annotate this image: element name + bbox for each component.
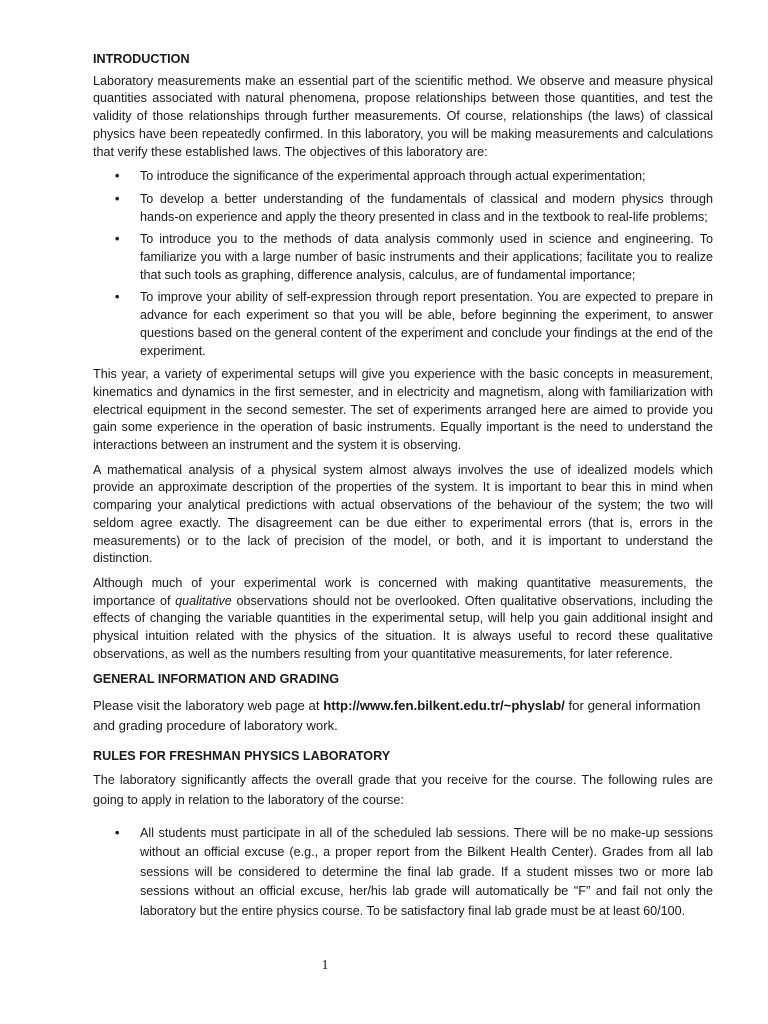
list-item [93, 191, 713, 226]
qualitative-text-start: Although much of your experimental work is concerned with making quantitative measurements, the importance of [93, 575, 713, 608]
bullet-icon: • [115, 191, 120, 206]
list-item [93, 824, 713, 921]
visit-text-start: Please visit the laboratory web page at [93, 698, 324, 714]
introduction-heading: INTRODUCTION [93, 52, 190, 66]
intro-paragraph: Laboratory measurements make an essential part of the scientific method. We observe and measure physical quantities associated with natural phenomena, propose relationships between those quantities, and test the validity of those relationships through further measurements. Of course, relationships (the laws) of classical physics have been repeatedly confirmed. In this laboratory, you will be making measurements and calculations that verify these established laws. The objectives of this laboratory are: [93, 73, 713, 159]
page-number: 1 [321, 958, 329, 973]
visit-paragraph [93, 696, 713, 736]
document-page [93, 51, 713, 927]
bullet-icon: • [115, 232, 120, 247]
objective-text: To introduce the significance of the experimental approach through actual experimentation; [140, 169, 646, 184]
qualitative-paragraph [93, 575, 713, 664]
rules-list [93, 824, 713, 921]
analysis-paragraph: A mathematical analysis of a physical system almost always involves the use of idealized models which provide an approximate description of the properties of the system. It is important to bear this in mind when comparing your analytical predictions with actual observations of the behaviour of the system; the two will seldom agree exactly. The disagreement can be due either to experimental errors (that is, errors in the measurements) or to the lack of precision of the model, or both, and it is important to understand the distinction. [93, 462, 713, 566]
list-item [93, 289, 713, 360]
qualitative-text-end: observations should not be overlooked. Often qualitative observations, including the effects of changing the variable quantities in the experimental setup, will help you gain additional insight and physical intuition related with the physics of the situation. It is always useful to record these qualitative observations, as well as the numbers resulting from your quantitative measurements, for later reference. [93, 593, 713, 661]
list-item [93, 231, 713, 284]
rule-text: All students must participate in all of the scheduled lab sessions. There will be no make-up sessions without an official excuse (e.g., a proper report from the Bilkent Health Center). Grades from all lab sessions will be considered to determine the final lab grade. If a student misses two or more lab sessions without an official excuse, her/his lab grade will automatically be "F" and fail not only the laboratory but the entire physics course. To be satisfactory final lab grade must be at least 60/100. [140, 825, 713, 918]
general-information-heading: GENERAL INFORMATION AND GRADING [93, 671, 340, 686]
rules-heading: RULES FOR FRESHMAN PHYSICS LABORATORY [93, 749, 391, 764]
lab-web-page-link[interactable]: http://www.fen.bilkent.edu.tr/~physlab/ [323, 698, 565, 714]
objectives-list [93, 168, 713, 360]
visit-text-end: for general information and grading procedure of laboratory work. [93, 698, 701, 734]
objective-text: To improve your ability of self-expression through report presentation. You are expected to prepare in advance for each experiment so that you will be able, before beginning the experiment, to answer questions based on the general content of the experiment and conclude your findings at the end of the experiment. [140, 290, 713, 358]
bullet-icon: • [115, 290, 120, 305]
rules-paragraph: The laboratory significantly affects the overall grade that you receive for the course. The following rules are going to apply in relation to the laboratory of the course: [93, 772, 713, 807]
bullet-icon: • [115, 825, 120, 840]
objective-text: To introduce you to the methods of data analysis commonly used in science and engineering. To familiarize you with a large number of basic instruments and their applications; facilitate you to realize that such tools as graphing, difference analysis, calculus, are of fundamental importance; [140, 232, 713, 282]
experience-paragraph: This year, a variety of experimental setups will give you experience with the basic concepts in measurement, kinematics and dynamics in the first semester, and in electricity and magnetism, along with familiarization with electrical equipment in the second semester. The set of experiments arranged here are aimed to provide you gain some experience in the operation of basic instruments. Equally important is the need to understand the interactions between an instrument and the system it is observing. [93, 367, 713, 453]
objective-text: To develop a better understanding of the fundamentals of classical and modern physics through hands-on experience and apply the theory presented in class and in the textbook to real-life problems; [140, 191, 713, 224]
qualitative-emphasis: qualitative [175, 593, 232, 608]
bullet-icon: • [115, 169, 120, 184]
list-item [93, 168, 713, 186]
